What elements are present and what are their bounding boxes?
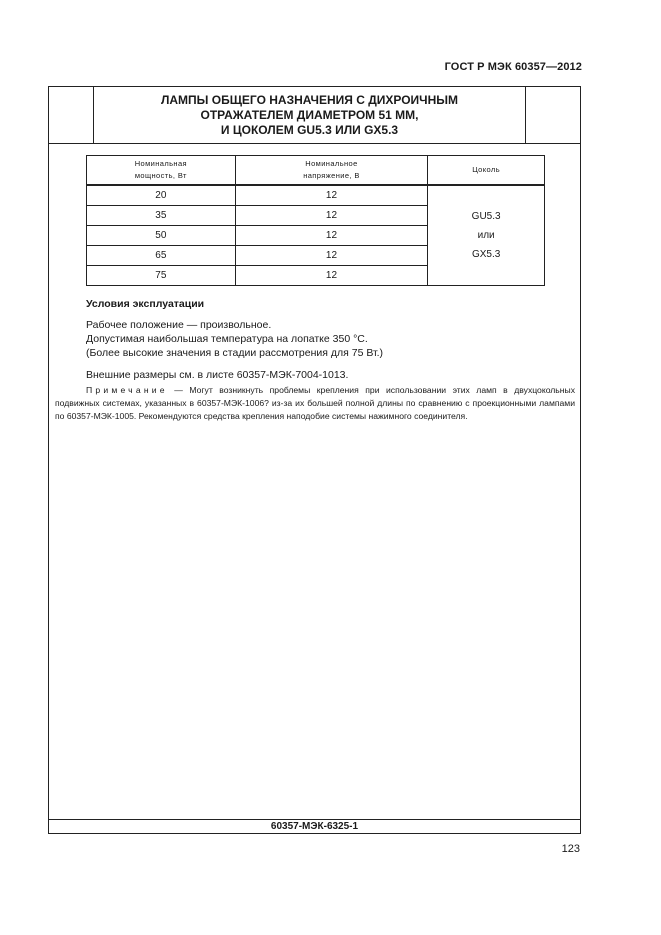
note-label: Примечание xyxy=(86,385,168,395)
cell-voltage: 12 xyxy=(235,226,428,246)
note-text: — Могут возникнуть проблемы крепления при использовании этих ламп в двухцокольных подвижных системах, указанных в 60357-МЭК-1006? из-за их большей полной длины по сравнению с проекционными лампами по 60357-МЭК-1005. Рекомендуются средства крепления наподобие системы нажимного соединителя. xyxy=(55,385,575,421)
cell-power: 50 xyxy=(87,226,236,246)
title-line-3: И ЦОКОЛЕМ GU5.3 ИЛИ GX5.3 xyxy=(220,123,399,137)
standard-code-header: ГОСТ Р МЭК 60357—2012 xyxy=(444,61,582,73)
external-dimensions-reference: Внешние размеры см. в листе 60357-МЭК-7004-1013. xyxy=(86,369,349,381)
header-voltage-line-1: Номинальное xyxy=(305,159,358,168)
title-row xyxy=(49,87,580,144)
page-number: 123 xyxy=(561,843,580,855)
header-base: Цоколь xyxy=(428,156,545,186)
header-rated-voltage xyxy=(235,156,428,186)
header-voltage-line-2: напряжение, В xyxy=(303,171,360,180)
note-paragraph xyxy=(55,384,575,423)
operating-conditions-section xyxy=(86,298,576,382)
table-header-row xyxy=(87,156,545,186)
base-line-1: GU5.3 xyxy=(471,211,501,222)
header-rated-power xyxy=(87,156,236,186)
sheet-frame xyxy=(48,86,581,834)
cell-power: 20 xyxy=(87,185,236,206)
title-right-cell xyxy=(525,87,580,143)
base-line-3: GX5.3 xyxy=(471,249,501,260)
header-power-line-1: Номинальная xyxy=(134,159,187,168)
cell-voltage: 12 xyxy=(235,185,428,206)
table-row xyxy=(87,185,545,206)
cell-voltage: 12 xyxy=(235,266,428,286)
title-line-1: ЛАМПЫ ОБЩЕГО НАЗНАЧЕНИЯ С ДИХРОИЧНЫМ xyxy=(160,93,459,107)
title-line-2: ОТРАЖАТЕЛЕМ ДИАМЕТРОМ 51 ММ, xyxy=(200,108,419,122)
cell-base xyxy=(428,185,545,286)
conditions-heading: Условия эксплуатации xyxy=(86,298,205,310)
cell-power: 35 xyxy=(87,206,236,226)
cell-power: 65 xyxy=(87,246,236,266)
lamp-spec-table xyxy=(86,155,545,286)
cell-power: 75 xyxy=(87,266,236,286)
base-line-2: или xyxy=(477,230,495,241)
sheet-title xyxy=(94,93,525,138)
title-left-cell xyxy=(49,87,94,143)
header-power-line-2: мощность, Вт xyxy=(134,171,187,180)
cell-voltage: 12 xyxy=(235,206,428,226)
condition-line-1: Рабочее положение — произвольное. xyxy=(86,319,272,331)
cell-voltage: 12 xyxy=(235,246,428,266)
condition-line-3: (Более высокие значения в стадии рассмотрения для 75 Вт.) xyxy=(86,347,384,359)
sheet-code-footer: 60357-МЭК-6325-1 xyxy=(49,819,580,833)
condition-line-2: Допустимая наибольшая температура на лопатке 350 °С. xyxy=(86,333,368,345)
